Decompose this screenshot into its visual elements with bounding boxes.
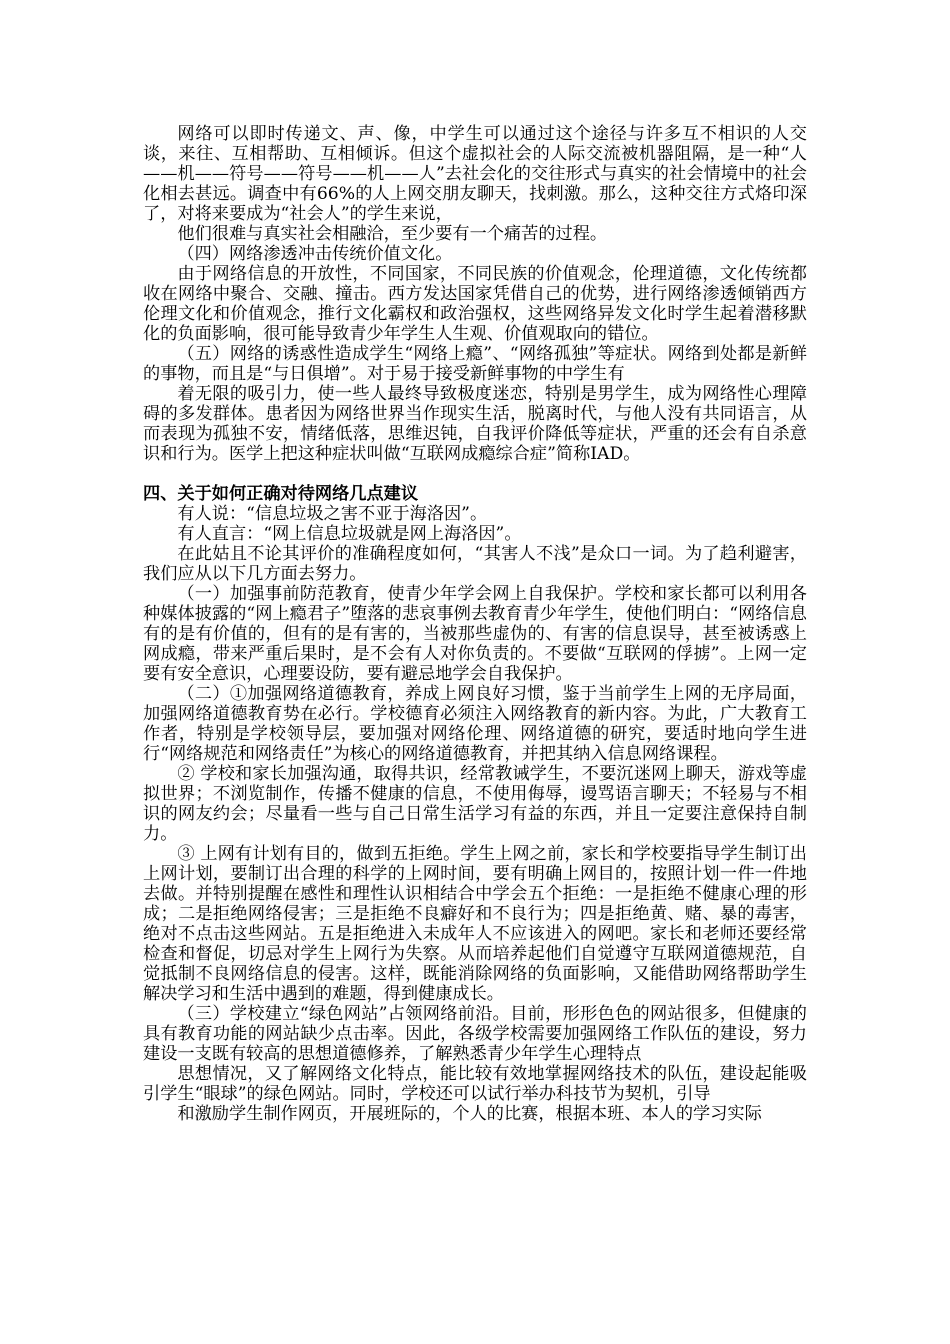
paragraph: 网络可以即时传递文、声、像，中学生可以通过这个途径与许多互不相识的人交谈，来往、互相帮助、互相倾诉。但这个虚拟社会的人际交流被机器阻隔，是一种“人——机——符号——符号——机——人”去社会化的交往形式与真实的社会情境中的社会化相去甚远。调查中有66%的人上网交朋友聊天，找刺激。那么，这种交往方式烙印深了，对将来要成为“社会人”的学生来说， <box>143 124 807 224</box>
paragraph: 在此姑且不论其评价的准确程度如何，“其害人不浅”是众口一词。为了趋利避害，我们应从以下几方面去努力。 <box>143 544 807 584</box>
paragraph: （四）网络渗透冲击传统价值文化。 <box>177 244 453 264</box>
section-heading: 四、关于如何正确对待网络几点建议 <box>143 484 419 504</box>
paragraph: ② 学校和家长加强沟通，取得共识，经常教诫学生，不要沉迷网上聊天，游戏等虚拟世界；不浏览制作，传播不健康的信息，不使用侮辱，谩骂语言聊天；不轻易与不相识的网友约会；尽量看一些与自己日常生活学习有益的东西，并且一定要注意保持自制力。 <box>143 764 807 844</box>
paragraph: 有人说：“信息垃圾之害不亚于海洛因”。 <box>177 504 488 524</box>
document-body <box>143 124 807 1124</box>
paragraph: 思想情况，又了解网络文化特点，能比较有效地掌握网络技术的队伍，建设起能吸引学生“眼球”的绿色网站。同时，学校还可以试行举办科技节为契机，引导 <box>143 1064 807 1104</box>
paragraph: 着无限的吸引力，使一些人最终导致极度迷恋，特别是男学生，成为网络性心理障碍的多发群体。患者因为网络世界当作现实生活，脱离时代，与他人没有共同语言，从而表现为孤独不安，情绪低落，思维迟钝，自我评价降低等症状，严重的还会有自杀意识和行为。医学上把这种症状叫做“互联网成瘾综合症”简称IAD。 <box>143 384 807 464</box>
paragraph: ③ 上网有计划有目的，做到五拒绝。学生上网之前，家长和学校要指导学生制订出上网计划，要制订出合理的科学的上网时间，要有明确上网目的，按照计划一件一件地去做。并特别提醒在感性和理性认识相结合中学会五个拒绝：一是拒绝不健康心理的形成；二是拒绝网络侵害；三是拒绝不良癖好和不良行为；四是拒绝黄、赌、暴的毒害，绝对不点击这些网站。五是拒绝进入未成年人不应该进入的网吧。家长和老师还要经常检查和督促，切忌对学生上网行为失察。从而培养起他们自觉遵守互联网道德规范，自觉抵制不良网络信息的侵害。这样，既能消除网络的负面影响，又能借助网络帮助学生解决学习和生活中遇到的难题，得到健康成长。 <box>143 844 807 1004</box>
spacer <box>143 464 807 484</box>
paragraph: （二）①加强网络道德教育，养成上网良好习惯，鉴于当前学生上网的无序局面，加强网络道德教育势在必行。学校德育必须注入网络教育的新内容。为此，广大教育工作者，特别是学校领导层，要加强对网络伦理、网络道德的研究，要适时地向学生进行“网络规范和网络责任”为核心的网络道德教育，并把其纳入信息网络课程。 <box>143 684 807 764</box>
paragraph: （五）网络的诱惑性造成学生“网络上瘾”、“网络孤独”等症状。网络到处都是新鲜的事物，而且是“与日俱增”。对于易于接受新鲜事物的中学生有 <box>143 344 807 384</box>
paragraph: （三）学校建立“绿色网站”占领网络前沿。目前，形形色色的网站很多，但健康的具有教育功能的网站缺少点击率。因此，各级学校需要加强网络工作队伍的建设，努力建设一支既有较高的思想道德修养，了解熟悉青少年学生心理特点 <box>143 1004 807 1064</box>
paragraph: 由于网络信息的开放性，不同国家，不同民族的价值观念，伦理道德，文化传统都收在网络中聚合、交融、撞击。西方发达国家凭借自己的优势，进行网络渗透倾销西方伦理文化和价值观念，推行文化霸权和政治强权，这些网络异发文化时学生起着潜移默化的负面影响，很可能导致青少年学生人生观、价值观取向的错位。 <box>143 264 807 344</box>
paragraph: 和激励学生制作网页，开展班际的，个人的比赛，根据本班、本人的学习实际 <box>177 1104 762 1124</box>
paragraph: 他们很难与真实社会相融洽，至少要有一个痛苦的过程。 <box>177 224 608 244</box>
paragraph: 有人直言：“网上信息垃圾就是网上海洛因”。 <box>177 524 522 544</box>
paragraph: （一）加强事前防范教育，使青少年学会网上自我保护。学校和家长都可以利用各种媒体披露的“网上瘾君子”堕落的悲哀事例去教育青少年学生，使他们明白：“网络信息有的是有价值的，但有的是有害的，当被那些虚伪的、有害的信息误导，甚至被诱惑上网成瘾，带来严重后果时，是不会有人对你负责的。不要做“互联网的俘掳”。上网一定要有安全意识，心理要设防，要有避忌地学会自我保护。 <box>143 584 807 684</box>
